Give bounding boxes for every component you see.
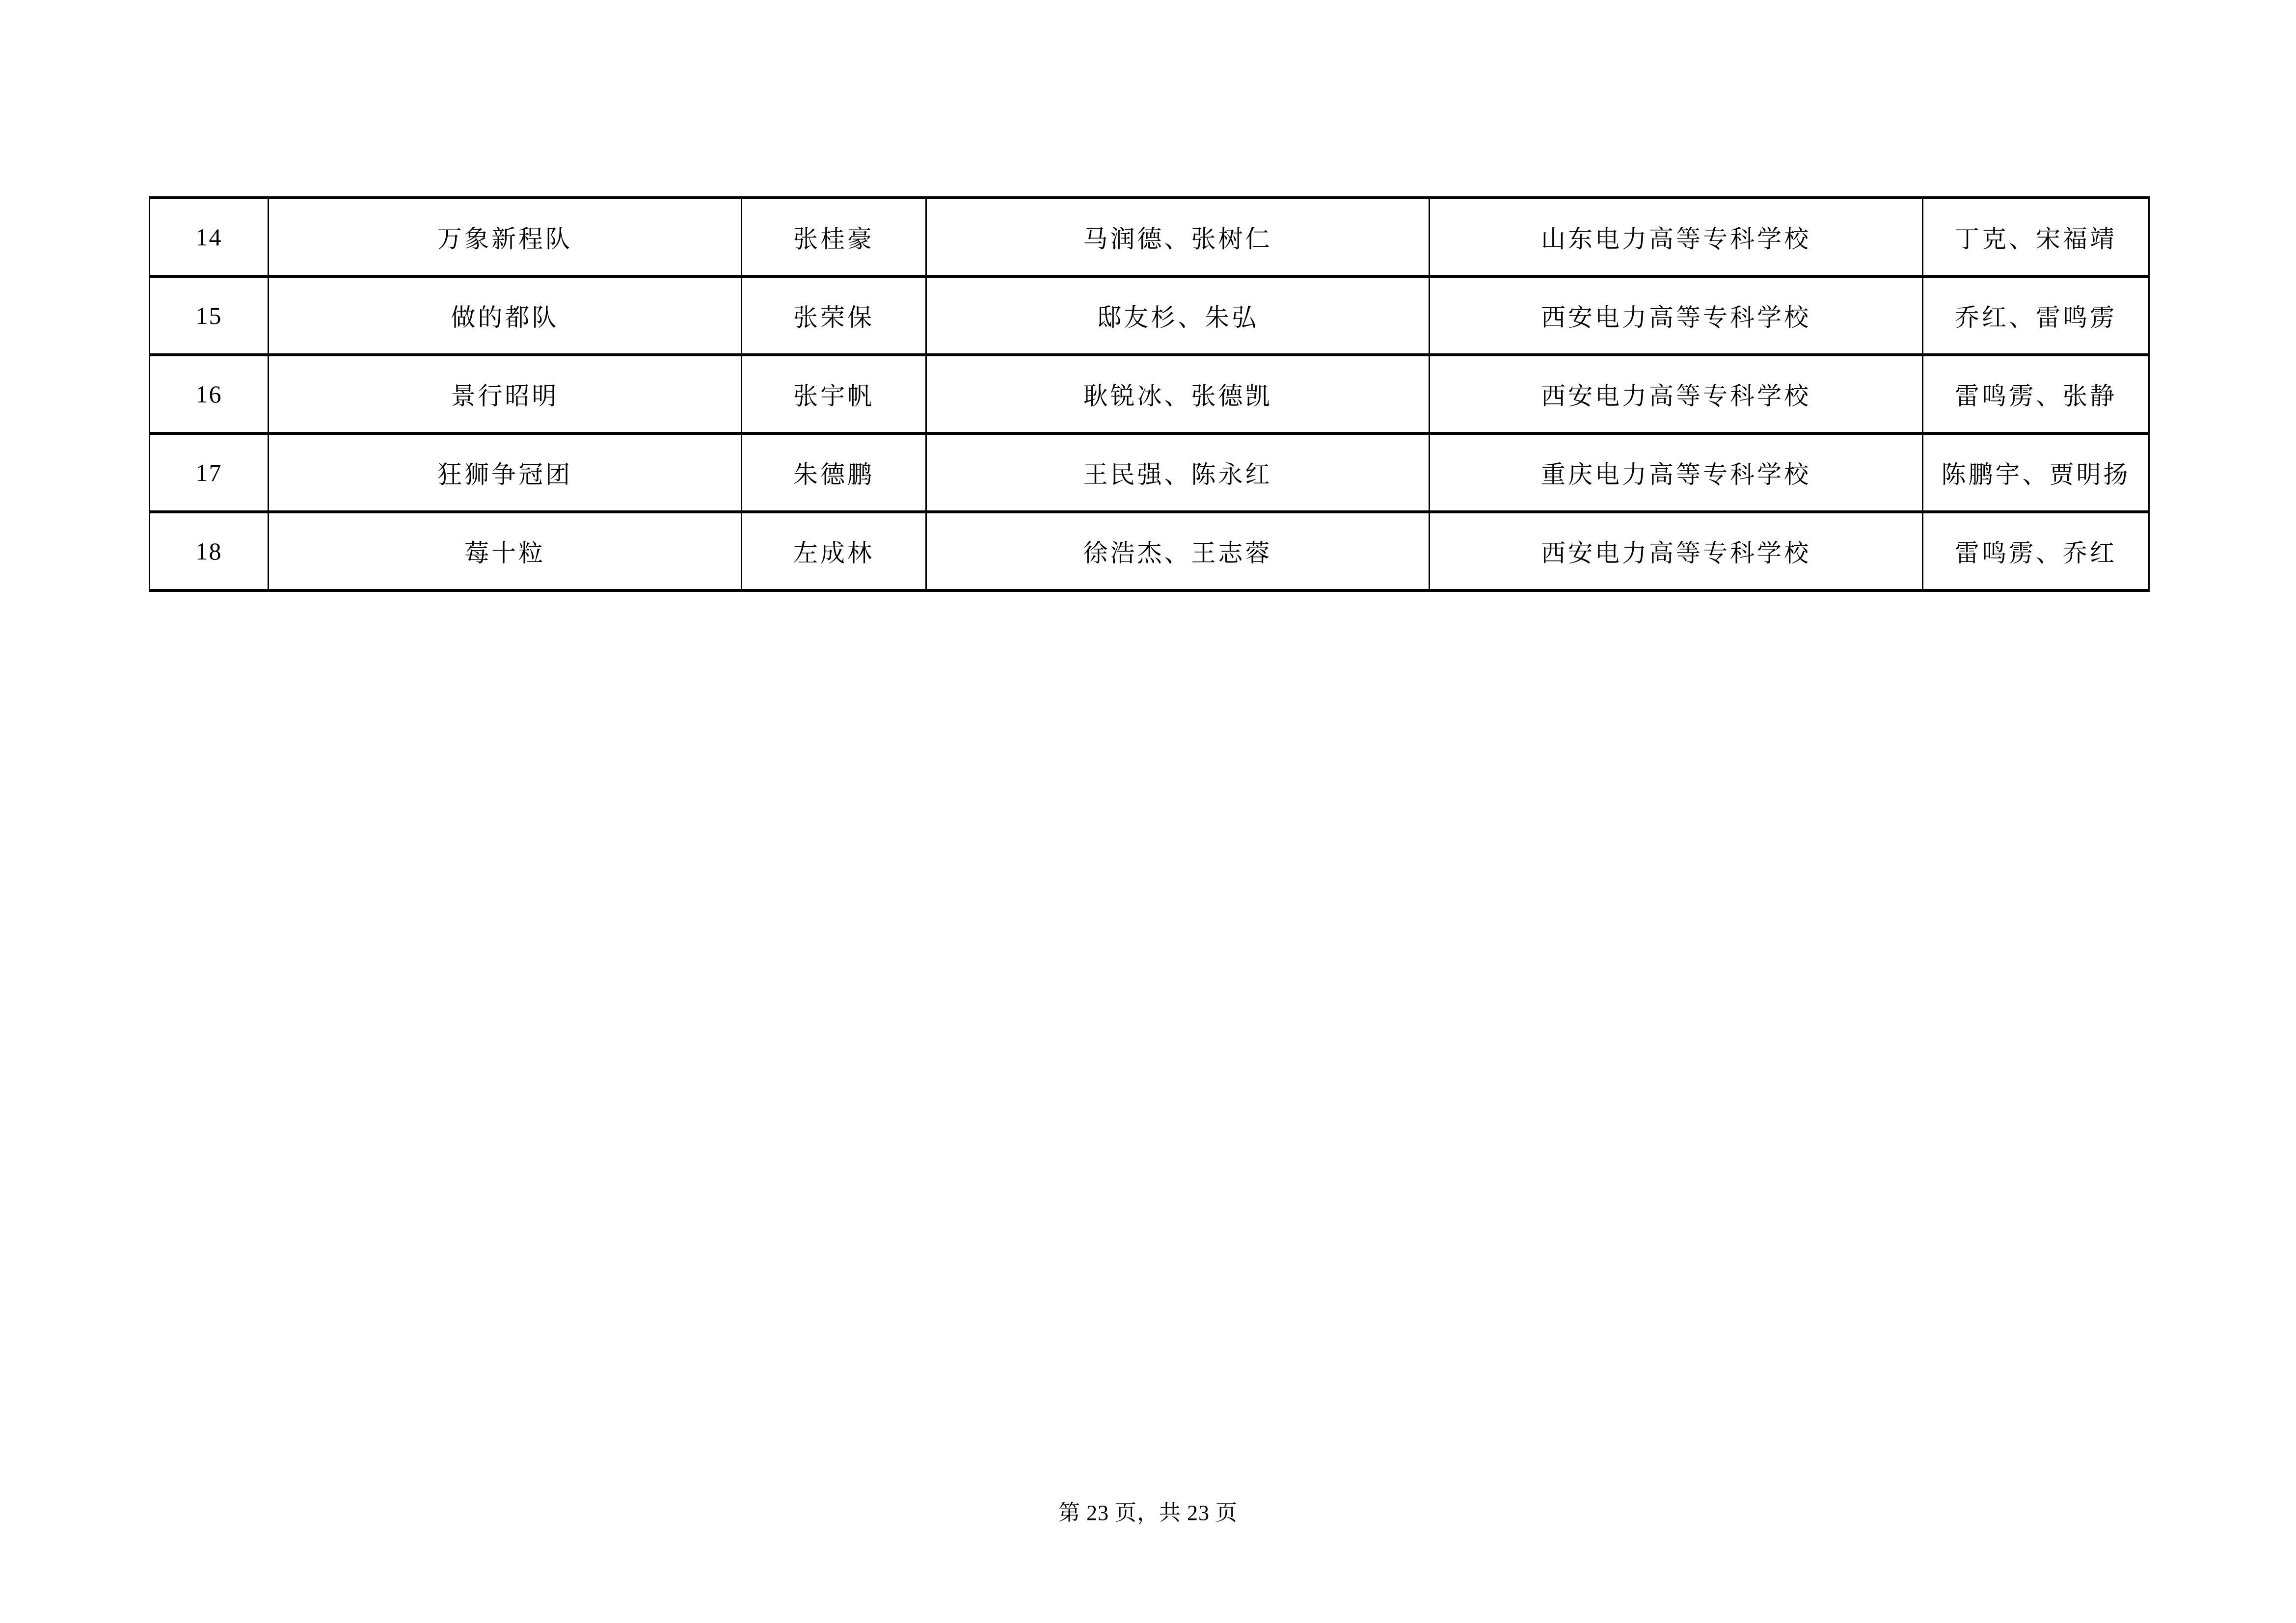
school-name: 西安电力高等专科学校 [1430, 356, 1923, 435]
team-name: 做的都队 [269, 278, 742, 356]
advisors: 乔红、雷鸣雳 [1923, 278, 2150, 356]
advisors: 雷鸣雳、张静 [1923, 356, 2150, 435]
school-name: 西安电力高等专科学校 [1430, 278, 1923, 356]
team-leader: 张桂豪 [742, 199, 927, 278]
row-number: 18 [150, 513, 269, 592]
team-name: 万象新程队 [269, 199, 742, 278]
team-name: 狂狮争冠团 [269, 435, 742, 513]
school-name: 西安电力高等专科学校 [1430, 513, 1923, 592]
row-number: 14 [150, 199, 269, 278]
team-members: 王民强、陈永红 [927, 435, 1430, 513]
team-leader: 朱德鹏 [742, 435, 927, 513]
page-number-footer: 第 23 页，共 23 页 [1058, 1501, 1238, 1525]
results-table [149, 196, 2150, 592]
advisors: 丁克、宋福靖 [1923, 199, 2150, 278]
advisors: 陈鹏宇、贾明扬 [1923, 435, 2150, 513]
team-members: 徐浩杰、王志蓉 [927, 513, 1430, 592]
team-members: 邸友杉、朱弘 [927, 278, 1430, 356]
team-leader: 左成林 [742, 513, 927, 592]
school-name: 重庆电力高等专科学校 [1430, 435, 1923, 513]
row-number: 16 [150, 356, 269, 435]
school-name: 山东电力高等专科学校 [1430, 199, 1923, 278]
team-members: 马润德、张树仁 [927, 199, 1430, 278]
team-name: 景行昭明 [269, 356, 742, 435]
row-number: 17 [150, 435, 269, 513]
team-leader: 张荣保 [742, 278, 927, 356]
team-name: 莓十粒 [269, 513, 742, 592]
row-number: 15 [150, 278, 269, 356]
team-leader: 张宇帆 [742, 356, 927, 435]
team-members: 耿锐冰、张德凯 [927, 356, 1430, 435]
advisors: 雷鸣雳、乔红 [1923, 513, 2150, 592]
